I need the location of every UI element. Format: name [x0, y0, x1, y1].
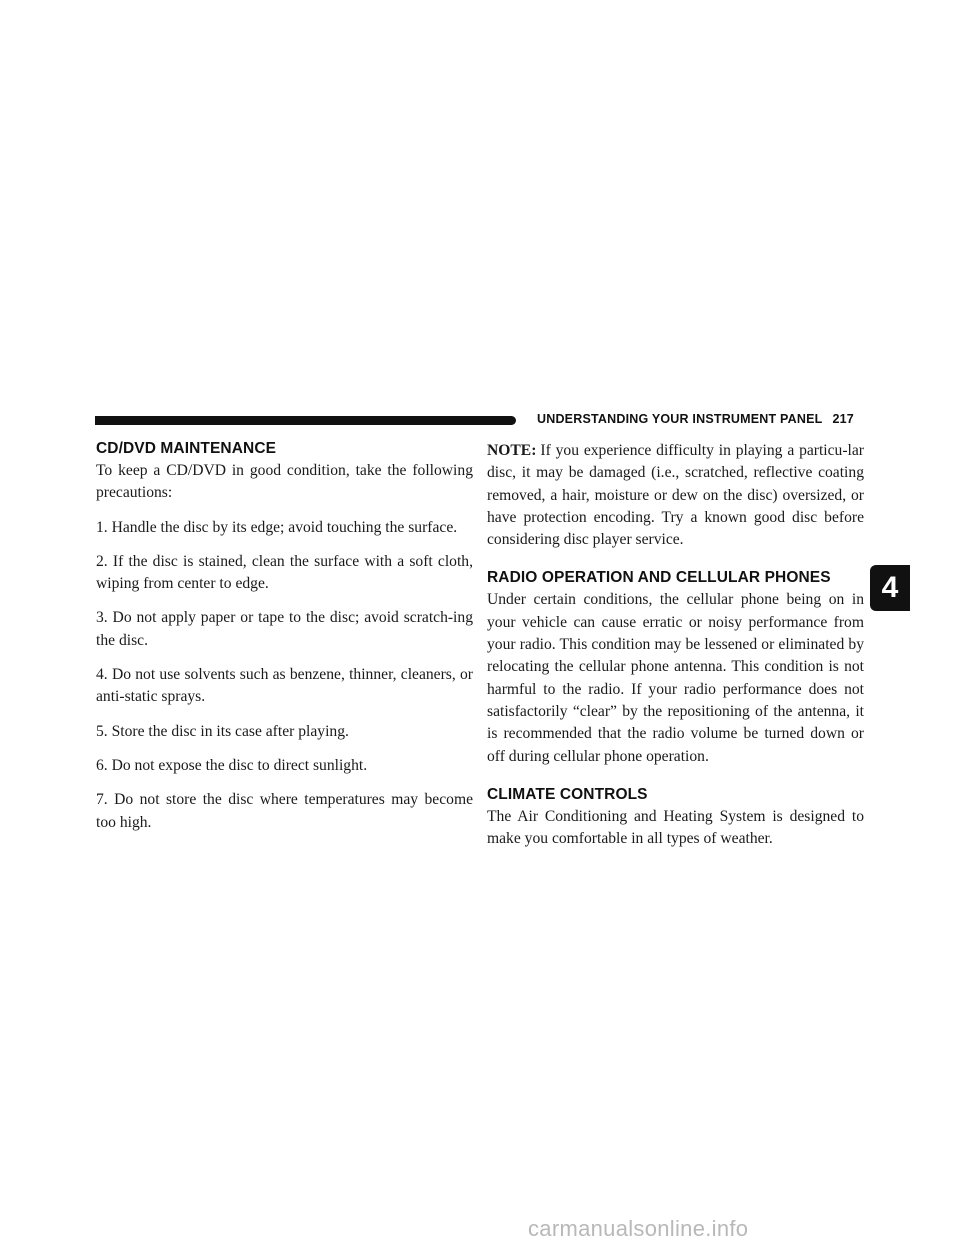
- climate-section: [487, 786, 864, 851]
- page-number: 217: [832, 412, 854, 426]
- climate-paragraph: The Air Conditioning and Heating System is designed to make you comfortable in all types of weather.: [487, 807, 864, 848]
- header-rule: [95, 416, 508, 425]
- list-item: 4. Do not use solvents such as benzene, thinner, cleaners, or anti-static sprays.: [96, 666, 473, 706]
- note-paragraph: [487, 440, 864, 551]
- list-item: 5. Store the disc in its case after playing.: [96, 722, 349, 740]
- list-item: 2. If the disc is stained, clean the surface with a soft cloth, wiping from center to edge.: [96, 552, 473, 593]
- radio-section: [487, 569, 864, 767]
- list-item: 1. Handle the disc by its edge; avoid touching the surface.: [96, 518, 458, 536]
- note-text: If you experience difficulty in playing a particu-lar disc, it may be damaged (i.e., scratched, reflective coating removed, a hair, moisture or dew on the disc) oversized, or have protection encoding. Try a known good disc before considering disc player service.: [487, 442, 864, 549]
- running-header: [537, 412, 854, 426]
- list-item: 6. Do not expose the disc to direct sunlight.: [96, 756, 368, 774]
- watermark: carmanualsonline.info: [528, 1216, 749, 1241]
- chapter-tab: 4: [870, 565, 910, 611]
- section-heading-radio-operation: RADIO OPERATION AND CELLULAR PHONES: [487, 569, 831, 587]
- radio-paragraph: Under certain conditions, the cellular phone being on in your vehicle can cause erratic or noisy performance from your radio. This condition may be lessened or eliminated by relocating the cellular phone antenna. This condition is not harmful to the radio. If your radio performance does not satisfactorily “clear” by the repositioning of the antenna, it is recommended that the radio volume be turned down or off during cellular phone operation.: [487, 591, 864, 765]
- section-heading-cd-dvd-maintenance: CD/DVD MAINTENANCE: [96, 440, 277, 457]
- note-label: NOTE:: [487, 442, 537, 459]
- list-item: 3. Do not apply paper or tape to the disc; avoid scratch-ing the disc.: [96, 609, 473, 649]
- section-heading-climate-controls: CLIMATE CONTROLS: [487, 785, 648, 803]
- list-item: 7. Do not store the disc where temperatures may become too high.: [96, 791, 473, 831]
- left-column: [96, 440, 473, 846]
- header-title: UNDERSTANDING YOUR INSTRUMENT PANEL: [537, 412, 823, 426]
- intro-paragraph: To keep a CD/DVD in good condition, take the following precautions:: [96, 462, 473, 502]
- right-column: [487, 440, 864, 862]
